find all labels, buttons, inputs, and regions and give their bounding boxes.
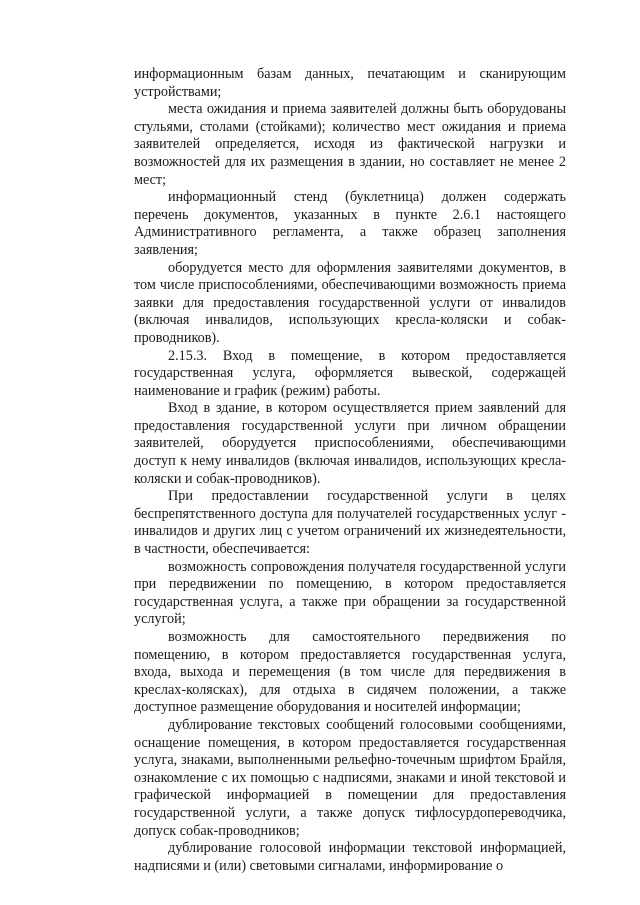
paragraph-escort: возможность сопровождения получателя государственной услуги при передвижении по помещению, в котором предоставляется государственная услуга, а также при обращении за государственной услугой; xyxy=(134,558,566,628)
paragraph-text-duplication: дублирование голосовой информации текстовой информацией, надписями и (или) световыми сигналами, информирование о xyxy=(134,840,566,874)
paragraph-continuation: информационным базам данных, печатающим и сканирующим устройствами; xyxy=(134,66,566,100)
document-page xyxy=(134,66,566,875)
paragraph-2-15-3: 2.15.3. Вход в помещение, в котором предоставляется государственная услуга, оформляется вывеской, содержащей наименование и график (режим) работы. xyxy=(134,347,566,399)
paragraph-accessibility-intro: При предоставлении государственной услуги в целях беспрепятственного доступа для получателей государственных услуг - инвалидов и других лиц с учетом ограничений их жизнедеятельности, в частности, обеспечивается: xyxy=(134,488,566,558)
paragraph-braille: дублирование текстовых сообщений голосовыми сообщениями, оснащение помещения, в котором предоставляется государственная услуга, знаками, выполненными рельефно-точечным шрифтом Брайля, ознакомление с их помощью с надписями, знаками и иной текстовой и графической информацией в помещении для предоставления государственной услуги, а также допуск тифлосурдопереводчика, допуск собак-проводников; xyxy=(134,716,566,839)
paragraph-independent-movement: возможность для самостоятельного передвижения по помещению, в котором предоставляется государственная услуга, входа, выхода и перемещения (в том числе для передвижения в креслах-колясках), для отдыха в сидячем положении, а также доступное размещение оборудования и носителей информации; xyxy=(134,629,566,716)
paragraph-info-stand: информационный стенд (буклетница) должен содержать перечень документов, указанных в пункте 2.6.1 настоящего Административного регламента, а также образец заполнения заявления; xyxy=(134,189,566,258)
paragraph-document-place: оборудуется место для оформления заявителями документов, в том числе приспособлениями, обеспечивающими возможность приема заявки для предоставления государственной услуги от инвалидов (включая инвалидов, использующих кресла-коляски и собак-проводников). xyxy=(134,259,566,346)
paragraph-waiting-areas: места ожидания и приема заявителей должны быть оборудованы стульями, столами (стойками); количество мест ожидания и приема заявителей определяется, исходя из фактической нагрузки и возможностей для их размещения в здании, но составляет не менее 2 мест; xyxy=(134,101,566,188)
paragraph-building-entrance: Вход в здание, в котором осуществляется прием заявлений для предоставления государственной услуги при личном обращении заявителей, оборудуется приспособлениями, обеспечивающими доступ к нему инвалидов (включая инвалидов, использующих кресла-коляски и собак-проводников). xyxy=(134,400,566,487)
